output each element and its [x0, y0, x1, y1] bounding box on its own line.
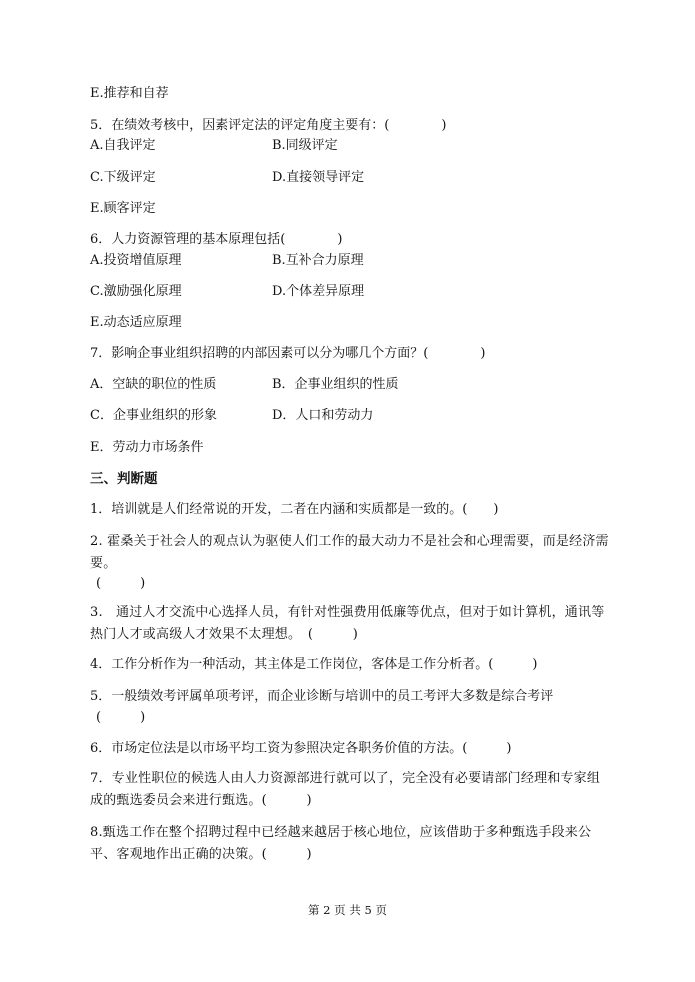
q5-stem: 5．在绩效考核中，因素评定法的评定角度主要有：( )	[90, 118, 447, 133]
q4-option-e: E.推荐和自荐	[90, 86, 169, 101]
judge-item-2: 2. 霍桑关于社会人的观点认为驱使人们工作的最大动力不是社会和心理需要，而是经济需要。	[90, 534, 609, 571]
judge-item-4: 4．工作分析作为一种活动，其主体是工作岗位，客体是工作分析者。( )	[90, 657, 538, 672]
q7-stem: 7．影响企事业组织招聘的内部因素可以分为哪几个方面？( )	[90, 346, 486, 361]
q6-option-a: A.投资增值原理	[90, 253, 182, 268]
section-title-judgement: 三、判断题	[90, 471, 158, 487]
q7-option-a: A．空缺的职位的性质	[90, 377, 217, 392]
q7-option-d: D．人口和劳动力	[272, 408, 374, 423]
q7-option-e: E．劳动力市场条件	[90, 440, 204, 455]
q6-option-e: E.动态适应原理	[90, 315, 182, 330]
q5-option-d: D.直接领导评定	[272, 170, 365, 185]
q6-option-d: D.个体差异原理	[272, 284, 365, 299]
q6-option-c: C.激励强化原理	[90, 284, 182, 299]
q5-option-b: B.同级评定	[272, 138, 338, 153]
judge-item-7: 7．专业性职位的候选人由人力资源部进行就可以了，完全没有必要请部门经理和专家组成的甄选委员会来进行甄选。( )	[90, 771, 601, 808]
q5-option-a: A.自我评定	[90, 138, 156, 153]
judge-item-2-blank: ( )	[96, 576, 146, 591]
q5-option-e: E.顾客评定	[90, 201, 156, 216]
judge-item-5: 5．一般绩效考评属单项考评，而企业诊断与培训中的员工考评大多数是综合考评	[90, 689, 554, 704]
q6-option-b: B.互补合力原理	[272, 253, 364, 268]
judge-item-1: 1．培训就是人们经常说的开发，二者在内涵和实质都是一致的。( )	[90, 502, 499, 517]
q6-stem: 6．人力资源管理的基本原理包括( )	[90, 232, 343, 247]
judge-item-3: 3. 通过人才交流中心选择人员，有针对性强费用低廉等优点，但对于如计算机，通讯等热门人才或高级人才效果不太理想。 ( )	[90, 605, 605, 642]
q7-option-c: C．企事业组织的形象	[90, 408, 217, 423]
judge-item-6: 6．市场定位法是以市场平均工资为参照决定各职务价值的方法。( )	[90, 741, 512, 756]
q5-option-c: C.下级评定	[90, 170, 156, 185]
judge-item-8: 8.甄选工作在整个招聘过程中已经越来越居于核心地位，应该借助于多种甄选手段来公平、客观地作出正确的决策。( )	[90, 825, 592, 862]
q7-option-b: B．企事业组织的性质	[272, 377, 399, 392]
judge-item-5-blank: ( )	[96, 710, 146, 725]
page-footer: 第 2 页 共 5 页	[308, 903, 387, 917]
